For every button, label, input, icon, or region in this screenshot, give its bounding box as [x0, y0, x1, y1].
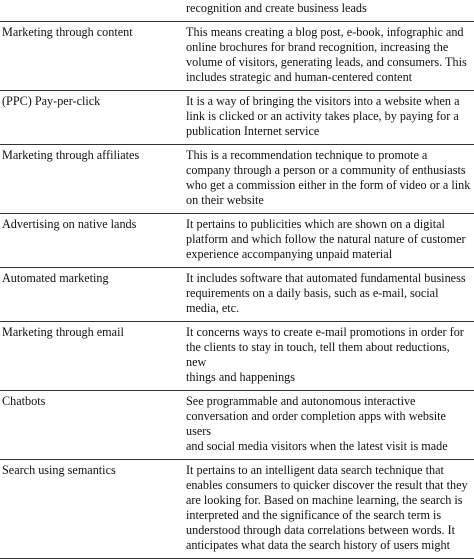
- term-cell: [0, 0, 182, 21]
- description-cell: See programmable and autonomous interactive conversation and order completion apps with website users and social media visitors when the latest visit is made: [186, 394, 448, 453]
- term-cell: (PPC) Pay-per-click: [2, 94, 101, 108]
- description-cell: It concerns ways to create e-mail promotions in order for the clients to stay in touch, tell them about reductions, new things and happenings: [186, 325, 464, 384]
- term-cell: Search using semantics: [2, 463, 116, 477]
- table-row: [0, 91, 474, 145]
- table-row: [0, 460, 474, 559]
- term-cell: Marketing through affiliates: [2, 148, 140, 162]
- description-cell: This is a recommendation technique to promote a company through a person or a community of enthusiasts who get a commission either in the form of video or a link on their website: [186, 148, 471, 207]
- table-row: [0, 145, 474, 214]
- description-cell: recognition and create business leads: [186, 1, 367, 15]
- term-cell: Advertising on native lands: [2, 217, 137, 231]
- description-cell: This means creating a blog post, e-book, infographic and online brochures for brand recognition, increasing the volume of visitors, generating leads, and consumers. This includes strategic and human-centered content: [186, 25, 467, 84]
- table-row: [0, 22, 474, 91]
- term-cell: Marketing through content: [2, 25, 133, 39]
- table-row: [0, 214, 474, 268]
- table-row: [0, 322, 474, 391]
- description-cell: It includes software that automated fundamental business requirements on a daily basis, such as e-mail, social media, etc.: [186, 271, 466, 315]
- table-row: [0, 268, 474, 322]
- table-row: [0, 0, 474, 22]
- description-cell: It pertains to publicities which are shown on a digital platform and which follow the natural nature of customer experience accompanying unpaid material: [186, 217, 466, 261]
- table-row: [0, 391, 474, 460]
- term-cell: Chatbots: [2, 394, 46, 408]
- description-cell: It pertains to an intelligent data search technique that enables consumers to quicker discover the result that they are looking for. Based on machine learning, the search is interpreted and the significance of the search term is understood through data correlations between words. It anticipates what data the search history of users might: [186, 463, 468, 552]
- term-cell: Automated marketing: [2, 271, 109, 285]
- term-cell: Marketing through email: [2, 325, 124, 339]
- description-cell: It is a way of bringing the visitors into a website when a link is clicked or an activity takes place, by paying for a publication Internet service: [186, 94, 460, 138]
